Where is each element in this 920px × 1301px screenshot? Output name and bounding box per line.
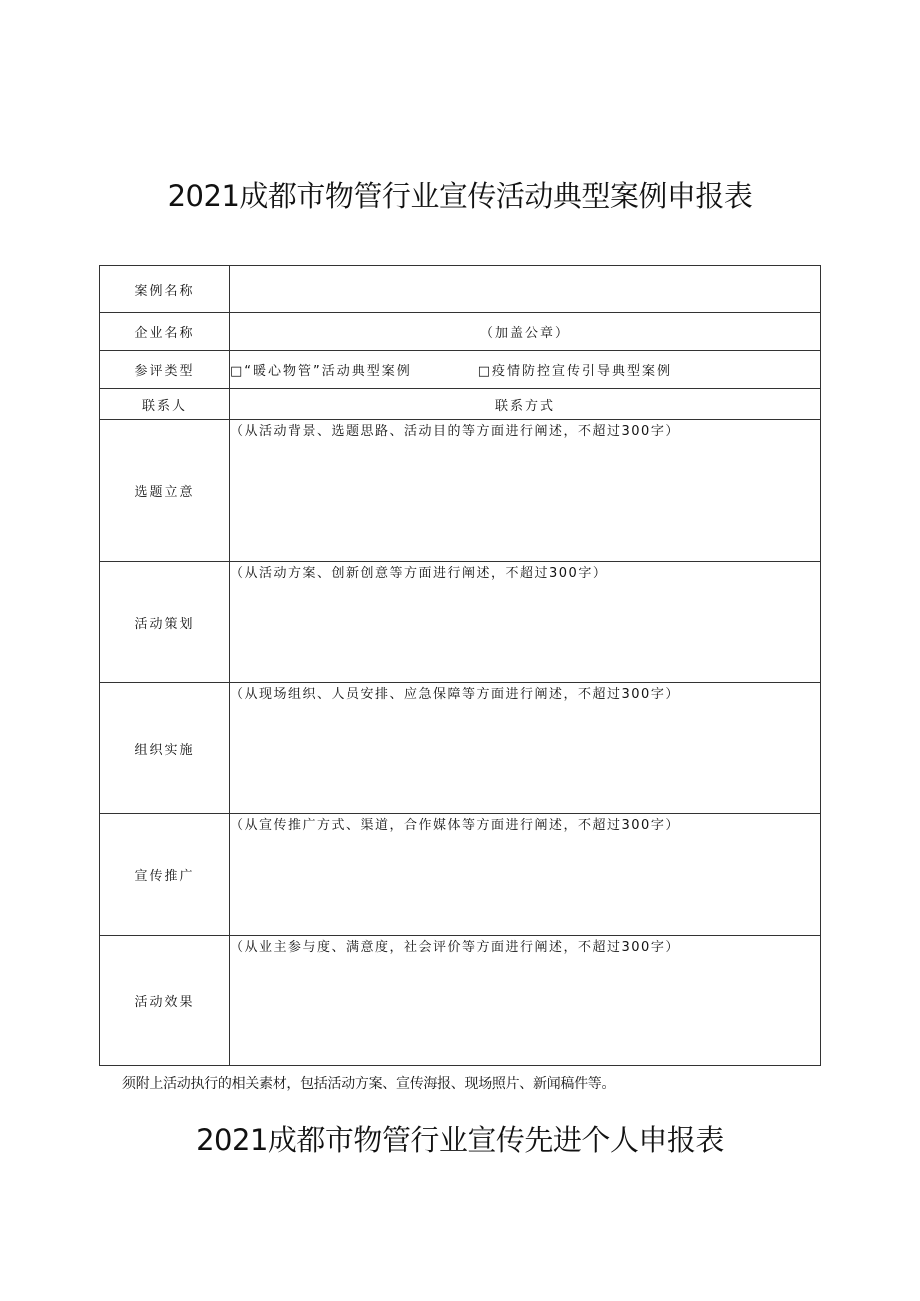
row-category xyxy=(100,351,821,389)
category-option-epidemic-prevention[interactable]: □疫情防控宣传引导典型案例 xyxy=(477,364,673,379)
contact-method-cell[interactable] xyxy=(230,389,821,420)
case-name-label: 案例名称 xyxy=(100,266,230,313)
second-form-title: 2021成都市物管行业宣传先进个人申报表 xyxy=(196,1123,724,1157)
form-title: 2021成都市物管行业宣传活动典型案例申报表 xyxy=(167,179,753,213)
attachment-note: 须附上活动执行的相关素材，包括活动方案、宣传海报、现场照片、新闻稿件等。 xyxy=(122,1076,616,1092)
section-hint: （从业主参与度、满意度，社会评价等方面进行阐述，不超过300字） xyxy=(230,940,680,955)
section-row xyxy=(100,683,821,814)
section-row xyxy=(100,814,821,936)
section-label-planning: 活动策划 xyxy=(100,562,230,683)
row-company xyxy=(100,313,821,351)
row-contact xyxy=(100,389,821,420)
contact-method-label: 联系方式 xyxy=(494,398,555,414)
section-label-implementation: 组织实施 xyxy=(100,683,230,814)
section-label-topic: 选题立意 xyxy=(100,420,230,562)
section-field-implementation[interactable] xyxy=(230,683,821,814)
section-label-promotion: 宣传推广 xyxy=(100,814,230,936)
section-hint: （从活动背景、选题思路、活动目的等方面进行阐述，不超过300字） xyxy=(230,424,680,439)
case-name-field[interactable] xyxy=(230,266,821,313)
company-label: 企业名称 xyxy=(100,313,230,351)
category-options xyxy=(230,351,821,389)
contact-person-label: 联系人 xyxy=(100,389,230,420)
section-hint: （从宣传推广方式、渠道，合作媒体等方面进行阐述，不超过300字） xyxy=(230,818,680,833)
section-field-effect[interactable] xyxy=(230,936,821,1066)
section-hint: （从现场组织、人员安排、应急保障等方面进行阐述，不超过300字） xyxy=(230,687,680,702)
section-field-planning[interactable] xyxy=(230,562,821,683)
section-row xyxy=(100,562,821,683)
section-field-promotion[interactable] xyxy=(230,814,821,936)
section-row xyxy=(100,936,821,1066)
section-row xyxy=(100,420,821,562)
company-field[interactable] xyxy=(230,313,821,351)
application-form-table xyxy=(99,265,821,1066)
section-hint: （从活动方案、创新创意等方面进行阐述，不超过300字） xyxy=(230,566,608,581)
category-option-warm-service[interactable]: □“暖心物管”活动典型案例 xyxy=(230,364,412,379)
company-seal-hint: （加盖公章） xyxy=(479,326,570,341)
category-label: 参评类型 xyxy=(100,351,230,389)
section-field-topic[interactable] xyxy=(230,420,821,562)
row-case-name xyxy=(100,266,821,313)
section-label-effect: 活动效果 xyxy=(100,936,230,1066)
